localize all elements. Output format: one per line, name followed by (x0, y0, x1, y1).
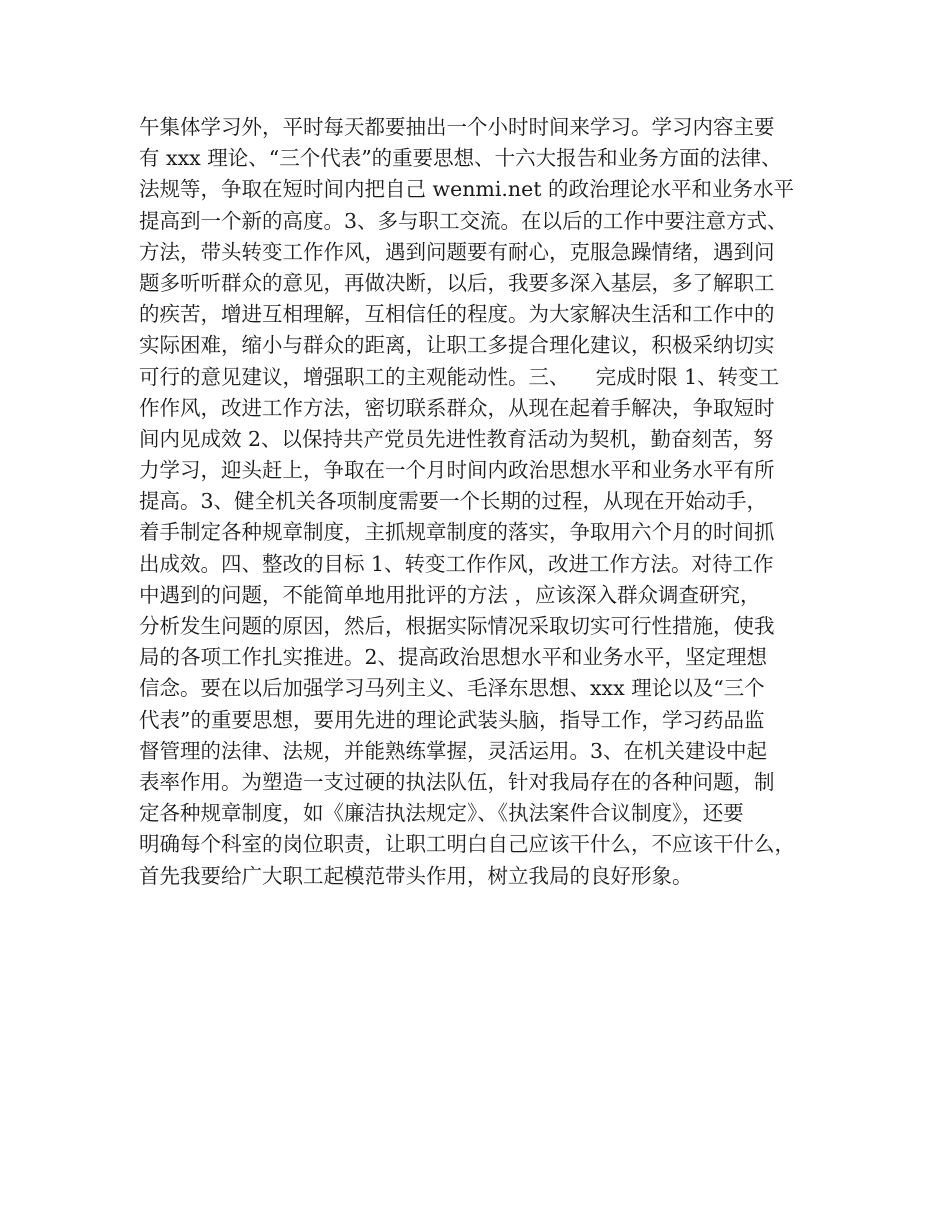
text-line: 督管理的法律、法规，并能熟练掌握，灵活运用。3、在机关建设中起 (139, 738, 768, 763)
text-line: 法规等，争取在短时间内把自己 wenmi.net 的政治理论水平和业务水平 (139, 177, 794, 202)
text-line: 着手制定各种规章制度，主抓规章制度的落实，争取用六个月的时间抓 (139, 520, 775, 545)
text-line: 定各种规章制度，如《廉洁执法规定》、《执法案件合议制度》，还要 (139, 801, 744, 826)
text-line: 有 xxx 理论、“三个代表”的重要思想、十六大报告和业务方面的法律、 (139, 146, 782, 171)
body-text (139, 112, 829, 892)
text-line: 表率作用。为塑造一支过硬的执法队伍，针对我局存在的各种问题，制 (139, 769, 775, 794)
text-line: 提高。3、健全机关各项制度需要一个长期的过程，从现在开始动手， (139, 489, 768, 514)
text-line: 的疾苦，增进互相理解，互相信任的程度。为大家解决生活和工作中的 (139, 302, 775, 327)
text-line: 实际困难，缩小与群众的距离，让职工多提合理化建议，积极采纳切实 (139, 333, 775, 358)
text-line: 信念。要在以后加强学习马列主义、毛泽东思想、xxx 理论以及“三个 (139, 676, 765, 701)
text-line: 中遇到的问题，不能简单地用批评的方法 ，应该深入群众调查研究， (139, 582, 761, 607)
text-line: 局的各项工作扎实推进。2、提高政治思想水平和业务水平，坚定理想 (139, 645, 768, 670)
text-line: 力学习，迎头赶上，争取在一个月时间内政治思想水平和业务水平有所 (139, 458, 775, 483)
text-line: 作作风，改进工作方法，密切联系群众，从现在起着手解决，争取短时 (139, 395, 775, 420)
text-line: 可行的意见建议，增强职工的主观能动性。三、 完成时限 1、转变工 (139, 364, 780, 389)
text-line: 明确每个科室的岗位职责，让职工明白自己应该干什么，不应该干什么， (139, 832, 795, 857)
text-line: 出成效。四、整改的目标 1、转变工作作风，改进工作方法。对待工作 (139, 551, 774, 576)
text-line: 提高到一个新的高度。3、多与职工交流。在以后的工作中要注意方式、 (139, 208, 788, 233)
text-line: 分析发生问题的原因，然后，根据实际情况采取切实可行性措施，使我 (139, 614, 775, 638)
text-line: 题多听听群众的意见，再做决断，以后，我要多深入基层，多了解职工 (139, 270, 775, 295)
text-line: 午集体学习外，平时每天都要抽出一个小时时间来学习。学习内容主要 (139, 115, 775, 139)
text-line: 代表”的重要思想，要用先进的理论武装头脑，指导工作，学习药品监 (139, 707, 765, 732)
text-line: 间内见成效 2、以保持共产党员先进性教育活动为契机，勤奋刻苦，努 (139, 426, 774, 451)
text-line: 首先我要给广大职工起模范带头作用，树立我局的良好形象。 (139, 863, 693, 888)
text-line: 方法，带头转变工作作风，遇到问题要有耐心，克服急躁情绪，遇到问 (139, 239, 775, 264)
